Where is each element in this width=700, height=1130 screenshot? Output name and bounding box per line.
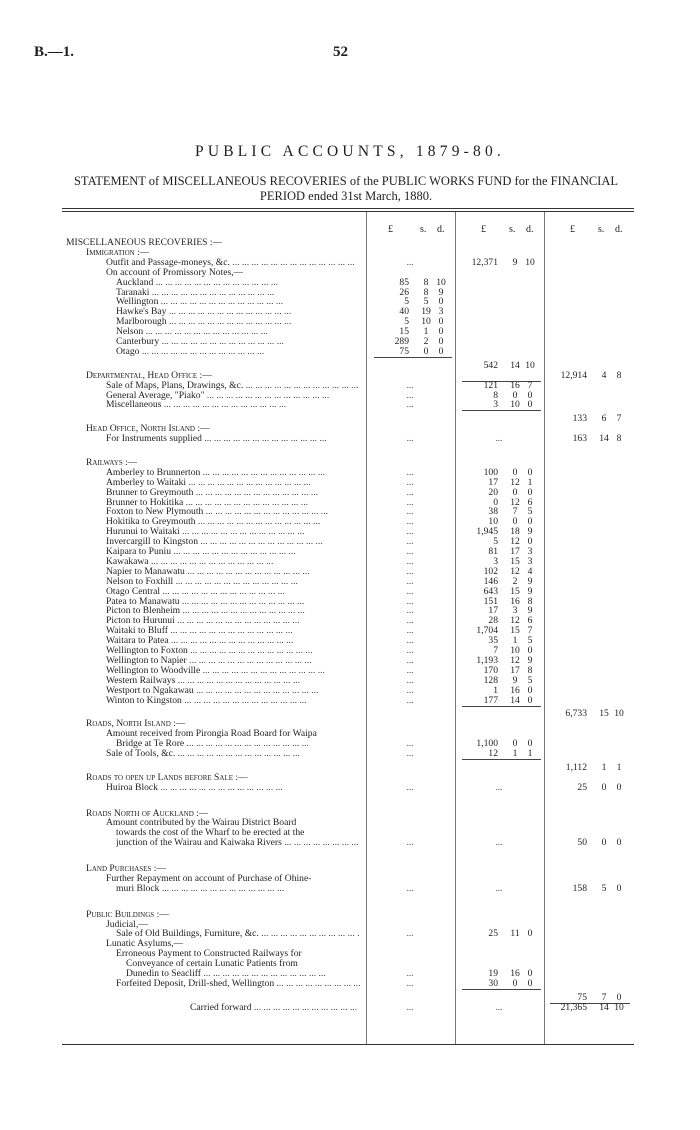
amount-shillings: 14 (599, 433, 609, 445)
page-title: PUBLIC ACCOUNTS, 1879-80. (195, 143, 505, 160)
table-top-rule (62, 208, 634, 209)
amount-placeholder: ... (406, 536, 414, 547)
row-label: Sale of Old Buildings, Furniture, &c. ... (116, 928, 360, 939)
amount-placeholder: ... (406, 389, 414, 400)
table-row (0, 346, 700, 357)
amount-pence: 7 (527, 379, 533, 391)
amount-pence: 9 (527, 585, 533, 597)
amount-placeholder: ... (406, 546, 414, 556)
col1-pound-header: £ (388, 224, 393, 235)
amount-pounds: 75 (577, 991, 587, 1003)
amount-pence: 0 (616, 781, 622, 793)
amount-placeholder: ... (406, 526, 414, 537)
amount-pounds: 26 (399, 286, 409, 298)
amount-shillings: 0 (512, 466, 518, 478)
row-label: Waitaki to Bluff ... (106, 625, 360, 636)
amount-placeholder: ... (406, 645, 414, 655)
amount-placeholder: ... (406, 399, 414, 410)
amount-pounds: 30 (488, 977, 498, 989)
amount-placeholder: ... (406, 694, 414, 705)
row-label: Land Purchases :— (86, 863, 166, 874)
row-label: Western Railways ... (106, 675, 360, 686)
row-label: Winton to Kingston ... (106, 695, 360, 706)
amount-shillings: 9 (512, 674, 518, 686)
amount-placeholder: ... (406, 496, 414, 507)
subtotal-rule (462, 706, 541, 707)
row-label: On account of Promissory Notes,— (106, 266, 244, 278)
table-row (0, 837, 700, 848)
row-label: Wellington ... (116, 296, 360, 307)
amount-shillings: 4 (601, 369, 607, 381)
amount-pounds: 50 (577, 837, 587, 849)
amount-placeholder: ... (406, 674, 414, 685)
amount-pence: 0 (527, 968, 533, 979)
amount-shillings: 17 (510, 664, 520, 676)
amount-shillings: 19 (421, 306, 431, 318)
amount-pence: 1 (527, 748, 533, 759)
amount-shillings: 15 (599, 708, 609, 720)
amount-pounds: 5 (493, 536, 498, 548)
amount-pence: 8 (527, 664, 533, 676)
amount-placeholder: ... (406, 516, 414, 527)
amount-pence: 0 (616, 837, 622, 849)
amount-pounds: 121 (483, 379, 498, 391)
row-label: Picton to Blenheim ... (106, 605, 360, 616)
amount-pence: 0 (616, 991, 622, 1003)
amount-placeholder: ... (406, 977, 414, 988)
amount-placeholder: ... (406, 605, 414, 616)
amount-pence: 6 (527, 496, 533, 508)
row-label: Forfeited Deposit, Drill-shed, Wellington ... (116, 978, 360, 989)
amount-shillings: 12 (510, 615, 520, 627)
col1-shilling-header: s. (420, 224, 427, 235)
amount-shillings: 2 (423, 336, 429, 347)
amount-pence: 0 (438, 336, 444, 347)
row-label: Marlborough ... (116, 316, 360, 327)
amount-placeholder: ... (406, 595, 414, 606)
row-label: Brunner to Hokitika ... (106, 497, 360, 508)
row-label: Lunatic Asylums,— (106, 938, 184, 950)
amount-pounds: 1,945 (476, 526, 498, 538)
row-label: Amberley to Waitaki ... (106, 477, 360, 488)
row-label: Kawakawa ... (106, 556, 360, 567)
amount-shillings: 0 (601, 781, 607, 793)
amount-shillings: 1 (601, 761, 607, 773)
row-label: Westport to Ngakawau ... (106, 685, 360, 696)
amount-shillings: 12 (510, 476, 520, 488)
amount-placeholder: ... (406, 625, 414, 636)
amount-pounds: 40 (399, 306, 409, 318)
row-label: Carried forward ... (190, 1002, 360, 1013)
amount-pence: 9 (527, 654, 533, 666)
amount-pounds: 20 (488, 486, 498, 498)
amount-pence: 0 (527, 486, 533, 498)
row-label: Immigration :— (86, 246, 150, 258)
row-label: Head Office, North Island :— (86, 423, 210, 435)
amount-pence: 0 (527, 516, 533, 528)
col3-shilling-header: s. (598, 224, 605, 235)
amount-pounds: 35 (488, 635, 498, 647)
row-label: Judicial,— (106, 918, 148, 930)
amount-shillings: 0 (601, 837, 607, 849)
amount-pounds: 542 (483, 359, 498, 371)
row-label: Amount contributed by the Wairau District Board (106, 817, 297, 829)
table-top-rule-inner (62, 211, 634, 212)
row-label: Nelson ... (116, 326, 360, 337)
amount-pounds: 128 (483, 674, 498, 686)
amount-placeholder: ... (406, 654, 414, 665)
amount-pence: 8 (616, 369, 622, 381)
amount-shillings: 10 (421, 316, 431, 328)
table-row (0, 433, 700, 444)
amount-shillings: 0 (423, 345, 429, 357)
amount-shillings: 0 (512, 486, 518, 498)
amount-pounds: 289 (394, 336, 409, 347)
row-label: muri Block ... (116, 883, 360, 894)
amount-pounds: 163 (572, 433, 587, 445)
amount-placeholder: ... (406, 635, 414, 646)
row-label: Erroneous Payment to Constructed Railways for (116, 948, 302, 960)
amount-pence: 10 (614, 708, 624, 720)
statement-subtitle: STATEMENT of MISCELLANEOUS RECOVERIES of the PUBLIC WORKS FUND for the FINANCIAL PERIOD ended 31st March, 1880. (73, 174, 619, 203)
amount-pounds: 85 (399, 276, 409, 288)
row-label: Outfit and Passage-moneys, &c. ... (106, 257, 360, 268)
amount-pounds: 19 (488, 968, 498, 979)
table-row (0, 748, 700, 759)
amount-pounds: 7 (493, 645, 498, 656)
row-label: Hokitika to Greymouth ... (106, 516, 360, 527)
amount-placeholder: ... (406, 256, 414, 267)
amount-placeholder: ... (406, 837, 414, 848)
row-label: Miscellaneous ... (106, 399, 360, 410)
amount-shillings: 14 (510, 694, 520, 706)
amount-pence: 6 (527, 615, 533, 627)
subtotal-rule (462, 410, 541, 411)
amount-shillings: 18 (510, 526, 520, 538)
amount-pounds: 25 (577, 781, 587, 793)
amount-shillings: 1 (423, 326, 429, 338)
amount-shillings: 16 (510, 595, 520, 607)
amount-shillings: 12 (510, 654, 520, 666)
table-bottom-rule (62, 1044, 634, 1045)
row-label: Dunedin to Seacliff ... (126, 968, 360, 979)
amount-shillings: 0 (512, 389, 518, 401)
amount-shillings: 5 (423, 296, 429, 308)
amount-pounds: 12,914 (560, 369, 587, 381)
amount-placeholder: ... (495, 433, 503, 444)
col2-shilling-header: s. (509, 224, 516, 235)
amount-shillings: 16 (510, 379, 520, 391)
amount-shillings: 7 (601, 991, 607, 1003)
amount-placeholder: ... (406, 466, 414, 477)
amount-placeholder: ... (406, 928, 414, 939)
row-label: Hawke's Bay ... (116, 306, 360, 317)
amount-pounds: 146 (483, 575, 498, 587)
col1-pence-header: d. (437, 224, 445, 235)
amount-shillings: 15 (510, 555, 520, 567)
amount-pence: 8 (527, 595, 533, 607)
amount-pence: 8 (616, 433, 622, 445)
amount-pounds: 10 (488, 516, 498, 528)
row-label: General Average, "Piako" ... (106, 390, 360, 401)
row-label: Public Buildings :— (86, 908, 169, 920)
amount-placeholder: ... (406, 506, 414, 517)
row-label: Otago Central ... (106, 586, 360, 597)
amount-pounds: 100 (483, 466, 498, 478)
row-label: Roads to open up Lands before Sale :— (86, 771, 248, 783)
amount-shillings: 0 (512, 516, 518, 528)
amount-placeholder: ... (495, 882, 503, 893)
amount-pence: 10 (525, 359, 535, 371)
amount-placeholder: ... (495, 837, 503, 848)
amount-pence: 0 (527, 536, 533, 548)
amount-pence: 10 (436, 276, 446, 288)
row-label: Wellington to Foxton ... (106, 645, 360, 656)
amount-pounds: 1,112 (565, 761, 587, 773)
row-label: Amount received from Pirongia Road Board for Waipa (106, 728, 317, 740)
amount-pence: 10 (614, 1001, 624, 1013)
amount-pence: 0 (438, 326, 444, 338)
amount-shillings: 0 (512, 977, 518, 989)
amount-pence: 10 (525, 256, 535, 268)
amount-shillings: 15 (510, 585, 520, 597)
row-label: Departmental, Head Office :— (86, 369, 212, 381)
table-row (0, 1002, 700, 1013)
amount-shillings: 10 (510, 399, 520, 411)
row-label: For Instruments supplied ... (106, 433, 360, 444)
amount-pounds: 21,365 (560, 1001, 587, 1013)
amount-shillings: 14 (599, 1001, 609, 1013)
amount-placeholder: ... (406, 1001, 414, 1012)
amount-shillings: 12 (510, 565, 520, 577)
amount-pounds: 151 (483, 595, 498, 607)
amount-shillings: 1 (512, 748, 518, 759)
col3-pence-header: d. (615, 224, 623, 235)
col3-pound-header: £ (570, 224, 575, 235)
row-label: towards the cost of the Wharf to be erected at the (116, 827, 305, 839)
table-row (0, 695, 700, 706)
amount-pounds: 17 (488, 476, 498, 488)
amount-pounds: 1,193 (476, 654, 498, 666)
page-ref: B.—1. (34, 44, 75, 60)
amount-shillings: 1 (512, 635, 518, 647)
row-label: Patea to Manawatu ... (106, 596, 360, 607)
amount-placeholder: ... (406, 615, 414, 626)
amount-pence: 0 (616, 882, 622, 894)
amount-placeholder: ... (406, 433, 414, 444)
row-label: Hurunui to Waitaki ... (106, 526, 360, 537)
amount-shillings: 8 (423, 286, 429, 298)
amount-pence: 9 (527, 526, 533, 538)
amount-shillings: 16 (510, 968, 520, 979)
amount-pounds: 12,371 (471, 256, 498, 268)
amount-shillings: 0 (512, 738, 518, 750)
amount-pounds: 28 (488, 615, 498, 627)
amount-pounds: 1,704 (476, 625, 498, 637)
row-label: Otago ... (116, 346, 360, 357)
amount-pence: 0 (527, 977, 533, 989)
row-label: Roads, North Island :— (86, 718, 186, 730)
row-label: Auckland ... (116, 277, 360, 288)
amount-placeholder: ... (406, 748, 414, 758)
amount-pence: 5 (527, 674, 533, 686)
amount-pence: 0 (438, 296, 444, 308)
amount-pounds: 17 (488, 605, 498, 617)
table-row (0, 782, 700, 793)
col2-pence-header: d. (526, 224, 534, 235)
row-label: Roads North of Auckland :— (86, 807, 209, 819)
amount-pounds: 133 (572, 413, 587, 425)
row-label: Foxton to New Plymouth ... (106, 506, 360, 517)
row-label: Waitara to Patea ... (106, 635, 360, 646)
row-label: junction of the Wairau and Kaiwaka Rivers ... (116, 837, 360, 848)
amount-pounds: 1 (493, 684, 498, 696)
amount-shillings: 2 (512, 575, 518, 587)
amount-shillings: 11 (510, 928, 520, 940)
table-row (0, 978, 700, 989)
amount-pence: 7 (616, 413, 622, 425)
amount-placeholder: ... (406, 781, 414, 792)
amount-pounds: 1,100 (476, 738, 498, 750)
row-label: Sale of Maps, Plans, Drawings, &c. ... (106, 380, 360, 391)
amount-placeholder: ... (406, 486, 414, 497)
table-row (0, 883, 700, 894)
row-label: Canterbury ... (116, 336, 360, 347)
amount-pounds: 158 (572, 882, 587, 894)
row-label: Sale of Tools, &c. ... (106, 748, 360, 759)
amount-pounds: 3 (493, 399, 498, 411)
amount-pence: 0 (527, 694, 533, 706)
amount-pounds: 5 (404, 296, 409, 308)
row-label: Napier to Manawatu ... (106, 566, 360, 577)
row-label: MISCELLANEOUS RECOVERIES :— (66, 237, 223, 248)
amount-pence: 9 (527, 605, 533, 617)
amount-placeholder: ... (495, 781, 503, 792)
amount-pounds: 75 (399, 345, 409, 357)
row-label: Amberley to Brunnerton ... (106, 467, 360, 478)
page-number: 52 (333, 44, 348, 60)
amount-pence: 0 (438, 316, 444, 328)
row-label: Nelson to Foxhill ... (106, 576, 360, 587)
subtotal-rule (462, 759, 541, 760)
amount-pence: 0 (527, 399, 533, 411)
amount-placeholder: ... (406, 738, 414, 749)
amount-pence: 0 (527, 738, 533, 750)
amount-pence: 1 (616, 761, 622, 773)
amount-shillings: 12 (510, 536, 520, 548)
row-label: Picton to Hurunui ... (106, 615, 360, 626)
row-label: Taranaki ... (116, 287, 360, 298)
row-label: Invercargill to Kingston ... (106, 536, 360, 547)
row-label: Further Repayment on account of Purchase of Ohine- (106, 872, 312, 884)
amount-pounds: 81 (488, 546, 498, 557)
amount-pence: 7 (527, 625, 533, 637)
amount-placeholder: ... (495, 1001, 503, 1012)
amount-pounds: 102 (483, 565, 498, 577)
col2-pound-header: £ (481, 224, 486, 235)
amount-shillings: 12 (510, 496, 520, 508)
amount-pence: 0 (438, 345, 444, 357)
row-label: Huiroa Block ... (106, 782, 360, 793)
amount-placeholder: ... (406, 882, 414, 893)
amount-placeholder: ... (406, 575, 414, 586)
subtotal-rule (462, 989, 541, 990)
row-label: Brunner to Greymouth ... (106, 487, 360, 498)
amount-pence: 3 (527, 555, 533, 567)
amount-pounds: 15 (399, 326, 409, 338)
amount-pence: 4 (527, 565, 533, 577)
amount-pence: 5 (527, 506, 533, 518)
amount-pounds: 5 (404, 316, 409, 328)
table-row (0, 399, 700, 410)
row-label: Bridge at Te Rore ... (116, 738, 360, 749)
amount-placeholder: ... (406, 565, 414, 576)
amount-shillings: 17 (510, 546, 520, 557)
amount-pence: 0 (527, 645, 533, 656)
amount-shillings: 16 (510, 684, 520, 696)
amount-placeholder: ... (406, 664, 414, 675)
amount-pence: 3 (438, 306, 444, 318)
amount-pounds: 38 (488, 506, 498, 518)
row-label: Railways :— (86, 456, 138, 468)
amount-pounds: 0 (493, 496, 498, 508)
amount-shillings: 6 (601, 413, 607, 425)
amount-placeholder: ... (406, 585, 414, 596)
row-label: Wellington to Napier ... (106, 655, 360, 666)
amount-pence: 0 (527, 928, 533, 940)
amount-pounds: 25 (488, 928, 498, 940)
amount-pence: 0 (527, 389, 533, 401)
amount-pence: 3 (527, 546, 533, 557)
amount-pence: 1 (527, 476, 533, 488)
amount-pence: 9 (438, 286, 444, 298)
amount-placeholder: ... (406, 476, 414, 487)
row-label: Conveyance of certain Lunatic Patients from (126, 958, 298, 970)
subtotal-rule (374, 357, 452, 358)
amount-shillings: 8 (423, 276, 429, 288)
amount-pounds: 170 (483, 664, 498, 676)
row-label: Kaipara to Puniu ... (106, 546, 360, 557)
amount-pounds: 6,733 (565, 708, 587, 720)
amount-pounds: 177 (483, 694, 498, 706)
amount-shillings: 14 (510, 359, 520, 371)
amount-shillings: 10 (510, 645, 520, 656)
amount-placeholder: ... (406, 968, 414, 978)
amount-pence: 0 (527, 684, 533, 696)
amount-pence: 9 (527, 575, 533, 587)
row-label: Wellington to Woodville ... (106, 665, 360, 676)
amount-shillings: 15 (510, 625, 520, 637)
amount-shillings: 5 (601, 882, 607, 894)
amount-placeholder: ... (406, 555, 414, 566)
amount-shillings: 3 (512, 605, 518, 617)
amount-placeholder: ... (406, 379, 414, 390)
amount-placeholder: ... (406, 684, 414, 695)
amount-shillings: 9 (512, 256, 518, 268)
amount-pounds: 3 (493, 555, 498, 567)
amount-pence: 0 (527, 466, 533, 478)
amount-shillings: 7 (512, 506, 518, 518)
amount-pounds: 8 (493, 389, 498, 401)
amount-pounds: 643 (483, 585, 498, 597)
amount-pence: 5 (527, 635, 533, 647)
amount-pounds: 12 (488, 748, 498, 759)
